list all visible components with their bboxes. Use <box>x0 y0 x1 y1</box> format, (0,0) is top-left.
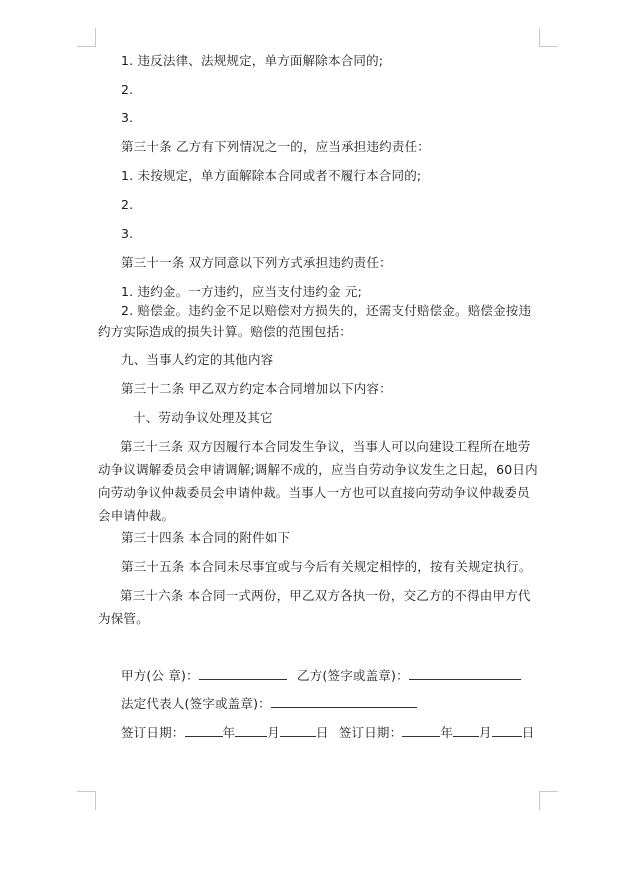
article-36: 第三十六条 本合同一式两份，甲乙双方各执一份，交乙方的不得由甲方代为保管。 <box>98 588 531 626</box>
section-9-heading: 九、当事人约定的其他内容 <box>121 352 274 367</box>
list-item: 1. 未按规定，单方面解除本合同或者不履行本合同的; <box>121 168 422 183</box>
date-label-b: 签订日期： <box>338 725 403 740</box>
party-a-label: 甲方(公 章)： <box>121 668 199 683</box>
article-30: 第三十条 乙方有下列情况之一的，应当承担违约责任： <box>121 139 430 154</box>
list-item: 2. <box>121 197 134 212</box>
article-34: 第三十四条 本合同的附件如下 <box>121 530 291 545</box>
article-35: 第三十五条 本合同未尽事宜或与今后有关规定相悖的，按有关规定执行。 <box>121 559 532 574</box>
list-item: 1. 违反法律、法规规定，单方面解除本合同的; <box>121 53 384 68</box>
list-item: 3. <box>121 226 134 241</box>
corner-mark-top-left <box>77 28 96 47</box>
corner-mark-bottom-right <box>539 791 558 810</box>
article-31: 第三十一条 双方同意以下列方式承担违约责任： <box>121 255 392 270</box>
party-a-blank <box>199 667 287 680</box>
signature-legal-rep-line <box>121 695 417 712</box>
legal-rep-blank <box>271 695 417 708</box>
corner-mark-bottom-left <box>77 791 96 810</box>
article-33: 第三十三条 双方因履行本合同发生争议，当事人可以向建设工程所在地劳动争议调解委员会申请调解;调解不成的，应当自劳动争议发生之日起，60日内向劳动争议仲裁委员会申请仲裁。当事人一方也可以直接向劳动争议仲裁委员会申请仲裁。 <box>98 439 538 523</box>
list-item-continued: 约方实际造成的损失计算。赔偿的范围包括： <box>98 324 353 339</box>
date-label-a: 签订日期： <box>121 725 185 740</box>
article-32: 第三十二条 甲乙双方约定本合同增加以下内容： <box>121 381 392 396</box>
list-item: 2. 赔偿金。违约金不足以赔偿对方损失的，还需支付赔偿金。赔偿金按违 <box>121 303 532 318</box>
party-b-label: 乙方(签字或盖章)： <box>297 668 409 683</box>
corner-mark-top-right <box>539 28 558 47</box>
party-b-blank <box>409 667 521 680</box>
list-item: 2. <box>121 82 134 97</box>
list-item: 3. <box>121 110 134 125</box>
list-item: 1. 违约金。一方违约，应当支付违约金 元; <box>121 284 362 299</box>
signature-date-line: 签订日期： 年 月 日 签订日期： 年 月 日 <box>121 725 535 740</box>
section-10-heading: 十、劳动争议处理及其它 <box>133 410 273 425</box>
legal-rep-label: 法定代表人(签字或盖章)： <box>121 696 271 711</box>
signature-party-line <box>121 667 521 684</box>
